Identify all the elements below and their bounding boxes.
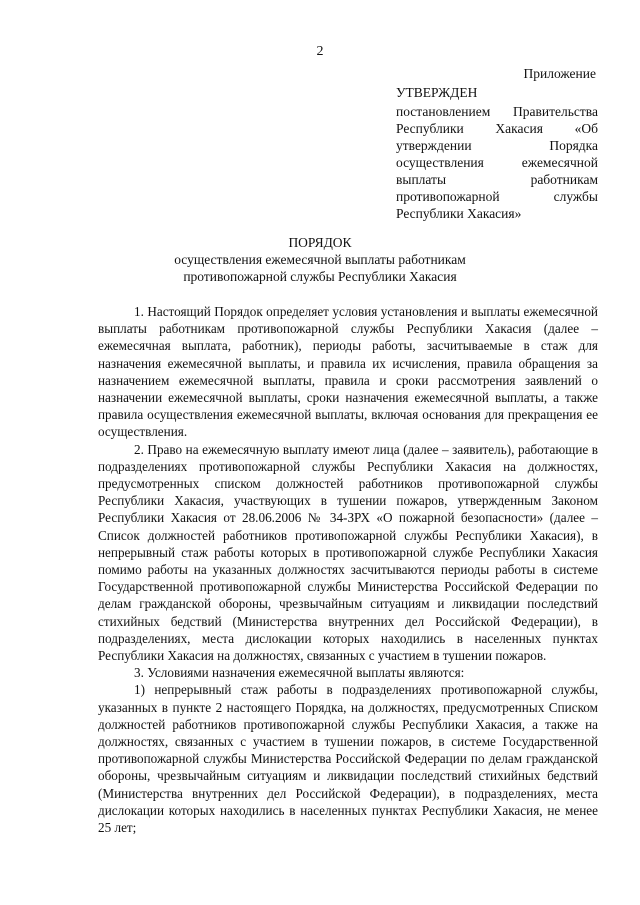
approval-block [396, 84, 598, 222]
document-title: ПОРЯДОК [288, 235, 352, 250]
approval-title: УТВЕРЖДЕН [396, 85, 478, 100]
paragraph-1: 1. Настоящий Порядок определяет условия установления и выплаты ежемесячной выплаты работникам противопожарной службы Республики Хакасия (далее – ежемесячная выплата, работник), периоды работы, засчитываемые в стаж для назначения ежемесячной выплаты, и правила их исчисления, правила обращения за назначением ежемесячной выплаты, правила и сроки рассмотрения заявлений о назначении ежемесячной выплаты, сроки назначения ежемесячной выплаты, а также правила осуществления ежемесячной выплаты, включая основания для прекращения ее осуществления. [98, 304, 598, 440]
document-body [98, 303, 598, 836]
paragraph-3-item-1: 1) непрерывный стаж работы в подразделениях противопожарной службы, указанных в пункте 2 настоящего Порядка, на должностях, предусмотренных Списком должностей работников противопожарной службы Республики Хакасия, а также на должностях, связанных с участием в тушении пожаров, в системе Государственной противопожарной службы Министерства Российской Федерации по делам гражданской обороны, чрезвычайным ситуациям и ликвидации последствий стихийных бедствий (Министерства внутренних дел Российской Федерации), в подразделениях, места дислокации которых находились в населенных пунктах Республики Хакасия, не менее 25 лет; [98, 682, 598, 836]
document-subtitle-line-1: осуществления ежемесячной выплаты работникам [174, 252, 466, 267]
paragraph-3: 3. Условиями назначения ежемесячной выплаты являются: [134, 665, 465, 681]
document-heading [0, 234, 640, 285]
paragraph-2: 2. Право на ежемесячную выплату имеют лица (далее – заявитель), работающие в подразделениях противопожарной службы Республики Хакасия на должностях, предусмотренных списком должностей работников противопожарной службы Республики Хакасия, участвующих в тушении пожаров, утвержденным Законом Республики Хакасия от 28.06.2006 № 34-ЗРХ «О пожарной безопасности» (далее – Список должностей работников противопожарной службы Республики Хакасия), в непрерывный стаж работы которых в противопожарной службе Республики Хакасия помимо работы на указанных должностях засчитываются периоды работы в системе Государственной противопожарной службы Министерства Российской Федерации по делам гражданской обороны, чрезвычайным ситуациям и ликвидации последствий стихийных бедствий (Министерства внутренних дел Российской Федерации), в подразделениях, места дислокации которых находились в населенных пунктах Республики Хакасия на должностях, связанных с участием в тушении пожаров. [98, 441, 598, 664]
approval-text: постановлением Правительства Республики Хакасия «Об утверждении Порядка осуществления ежемесячной выплаты работникам противопожарной службы Республики Хакасия» [396, 104, 598, 221]
appendix-label: Приложение [523, 66, 596, 81]
document-subtitle-line-2: противопожарной службы Республики Хакасия [183, 269, 457, 284]
page-number: 2 [316, 44, 324, 59]
